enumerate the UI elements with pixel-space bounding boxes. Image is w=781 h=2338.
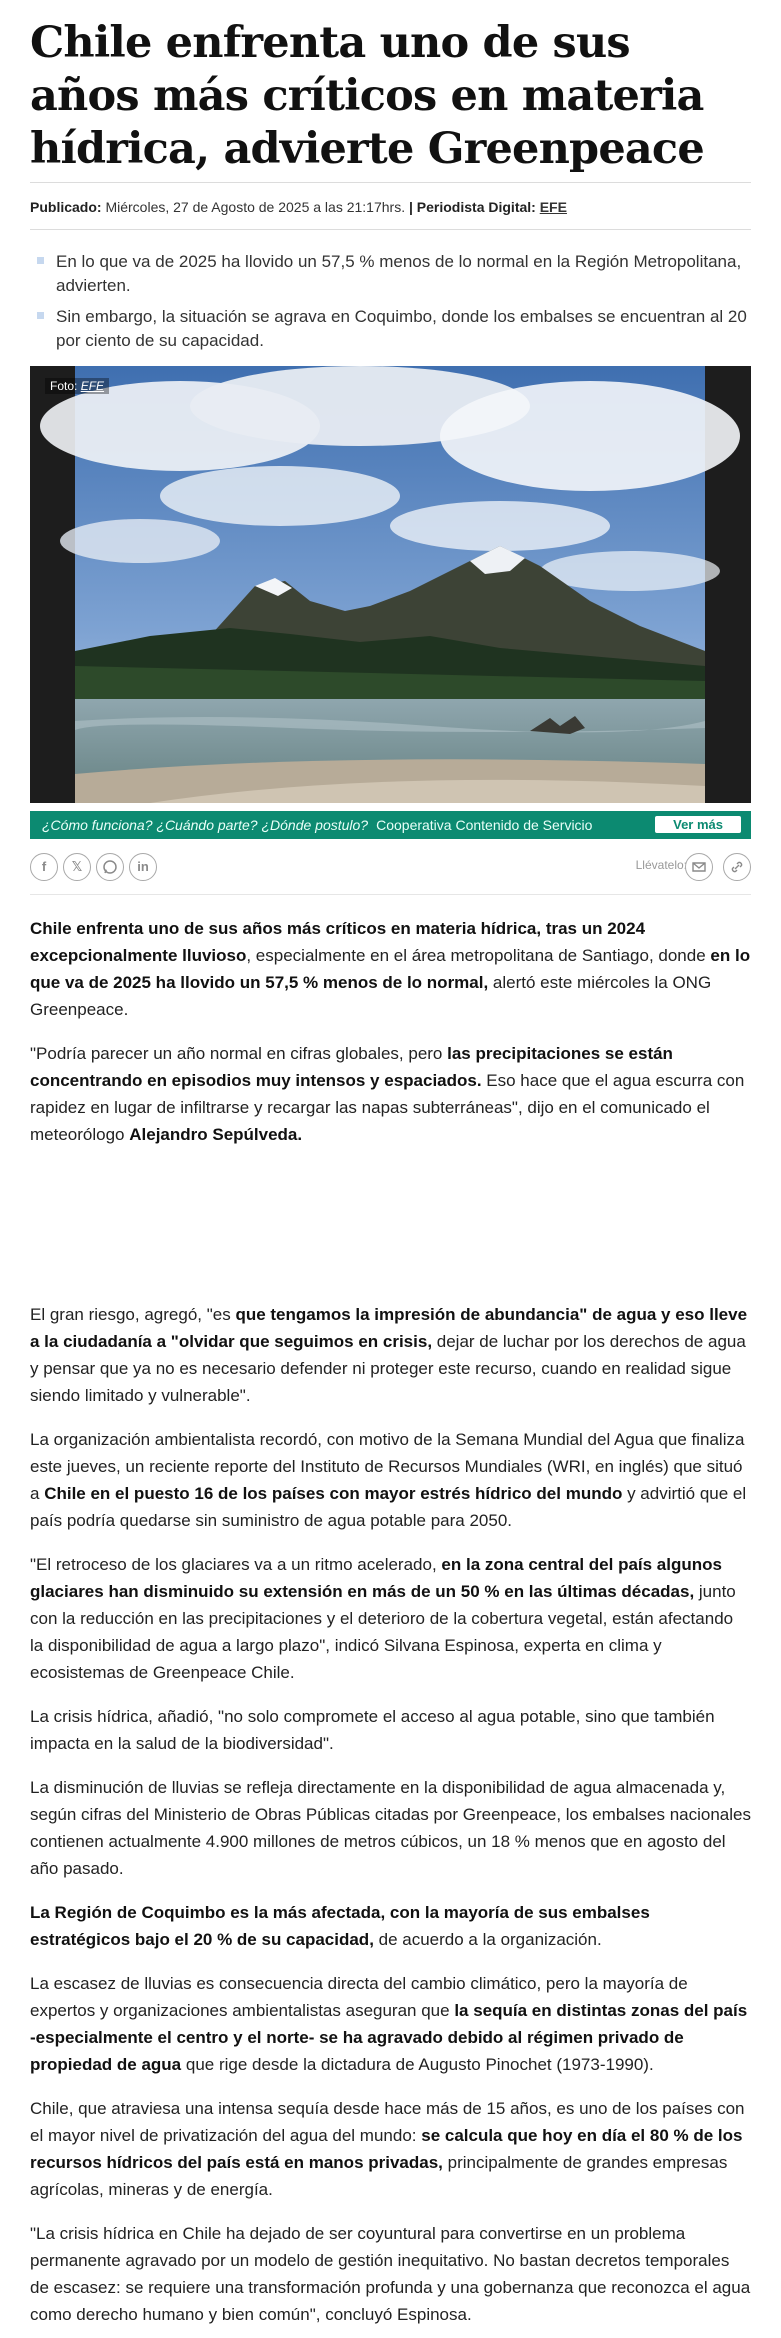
linkedin-icon[interactable]: in bbox=[129, 853, 157, 881]
article-body bbox=[30, 895, 751, 2328]
summary-bullet bbox=[30, 250, 751, 298]
photo-credit bbox=[45, 378, 109, 394]
paragraph: "La crisis hídrica en Chile ha dejado de ser coyuntural para convertirse en un problema permanente agravado por un modelo de gestión inequitativo. No bastan decretos temporales de escasez: se requiere una transformación profunda y una gobernanza que reconozca el agua como derecho humano y bien común", concluyó Espinosa. bbox=[30, 2224, 751, 2324]
publish-date: Miércoles, 27 de Agosto de 2025 a las 21:17hrs. bbox=[105, 199, 406, 215]
summary-bullet-text: En lo que va de 2025 ha llovido un 57,5 % menos de lo normal en la Región Metropolitana, advierten. bbox=[56, 252, 742, 295]
takeit-actions bbox=[675, 853, 751, 881]
paragraph: "El retroceso de los glaciares va a un ritmo acelerado, en la zona central del país algunos glaciares han disminuido su extensión en más de un 50 % en las últimas décadas, junto con la reducción en las precipitaciones y el deterioro de la cobertura vegetal, están afectando la disponibilidad de agua a largo plazo", indicó Silvana Espinosa, experta en clima y ecosistemas de Greenpeace Chile. bbox=[30, 1555, 736, 1682]
photo-credit-label: Foto: bbox=[50, 379, 78, 393]
author-label: Periodista Digital: bbox=[416, 199, 536, 215]
whatsapp-icon[interactable] bbox=[96, 853, 124, 881]
paragraph: Chile enfrenta uno de sus años más críticos en materia hídrica, tras un 2024 excepcionalmente lluvioso, especialmente en el área metropolitana de Santiago, donde en lo que va de 2025 ha llovido un 57,5 % menos de lo normal, alertó este miércoles la ONG Greenpeace. bbox=[30, 919, 751, 1019]
promo-more-button[interactable]: Ver más bbox=[655, 816, 741, 833]
takeit-label: Llévatelo: bbox=[635, 858, 687, 872]
ad-space bbox=[30, 1165, 751, 1301]
bullet-square-icon bbox=[37, 312, 44, 319]
bullet-square-icon bbox=[37, 257, 44, 264]
summary-bullet bbox=[30, 305, 751, 353]
paragraph: "Podría parecer un año normal en cifras globales, pero las precipitaciones se están concentrando en episodios muy intensos y espaciados. Eso hace que el agua escurra con rapidez en lugar de infiltrarse y recargar las napas subterráneas", dijo en el comunicado el meteorólogo Alejandro Sepúlveda. bbox=[30, 1044, 745, 1144]
promo-text: ¿Cómo funciona? ¿Cuándo parte? ¿Dónde postulo? bbox=[42, 817, 369, 833]
facebook-icon[interactable]: f bbox=[30, 853, 58, 881]
x-icon[interactable]: 𝕏 bbox=[63, 853, 91, 881]
main-photo bbox=[30, 366, 751, 803]
author-source-link[interactable]: EFE bbox=[539, 199, 567, 215]
promo-brand: Cooperativa Contenido de Servicio bbox=[376, 817, 593, 833]
paragraph: Chile, que atraviesa una intensa sequía desde hace más de 15 años, es uno de los países con el mayor nivel de privatización del agua del mundo: se calcula que hoy en día el 80 % de los recursos hídricos del país está en manos privadas, principalmente de grandes empresas agrícolas, mineras y de energía. bbox=[30, 2099, 745, 2199]
paragraph: La organización ambientalista recordó, con motivo de la Semana Mundial del Agua que finaliza este jueves, un reciente reporte del Instituto de Recursos Mundiales (WRI, en inglés) que situó a Chile en el puesto 16 de los países con mayor estrés hídrico del mundo y advirtió que el país podría quedarse sin suministro de agua potable para 2050. bbox=[30, 1430, 747, 1530]
service-promo-banner[interactable] bbox=[30, 811, 751, 839]
paragraph: La crisis hídrica, añadió, "no solo compromete el acceso al agua potable, sino que también impacta en la salud de la biodiversidad". bbox=[30, 1707, 715, 1753]
byline-separator: | bbox=[408, 199, 413, 215]
paragraph: El gran riesgo, agregó, "es que tengamos la impresión de abundancia" de agua y eso lleve a la ciudadanía a "olvidar que seguimos en crisis, dejar de luchar por los derechos de agua y pensar que ya no es necesario defender ni proteger este recurso, cuando en realidad sigue siendo limitado y vulnerable". bbox=[30, 1305, 748, 1405]
paragraph: La escasez de lluvias es consecuencia directa del cambio climático, pero la mayoría de expertos y organizaciones ambientalistas aseguran que la sequía en distintas zonas del país -especialmente el centro y el norte- se ha agravado debido al régimen privado de propiedad de agua que rige desde la dictadura de Augusto Pinochet (1973-1990). bbox=[30, 1974, 748, 2074]
landscape-photo bbox=[30, 366, 751, 803]
summary-bullet-text: Sin embargo, la situación se agrava en Coquimbo, donde los embalses se encuentran al 20 por ciento de su capacidad. bbox=[56, 307, 747, 350]
byline bbox=[30, 182, 751, 230]
photo-credit-source: EFE bbox=[80, 379, 105, 393]
link-icon[interactable] bbox=[723, 853, 751, 881]
summary-bullets bbox=[30, 230, 751, 366]
published-label: Publicado: bbox=[30, 199, 102, 215]
save-icon[interactable] bbox=[685, 853, 713, 881]
share-bar bbox=[30, 839, 751, 895]
paragraph: La Región de Coquimbo es la más afectada, con la mayoría de sus embalses estratégicos bajo el 20 % de su capacidad, de acuerdo a la organización. bbox=[30, 1903, 650, 1949]
headline: Chile enfrenta uno de sus años más críticos en materia hídrica, advierte Greenpeace bbox=[30, 18, 704, 174]
paragraph: La disminución de lluvias se refleja directamente en la disponibilidad de agua almacenada y, según cifras del Ministerio de Obras Públicas citadas por Greenpeace, los embalses nacionales contienen actualmente 4.900 millones de metros cúbicos, un 18 % menos que en agosto del año pasado. bbox=[30, 1778, 751, 1878]
